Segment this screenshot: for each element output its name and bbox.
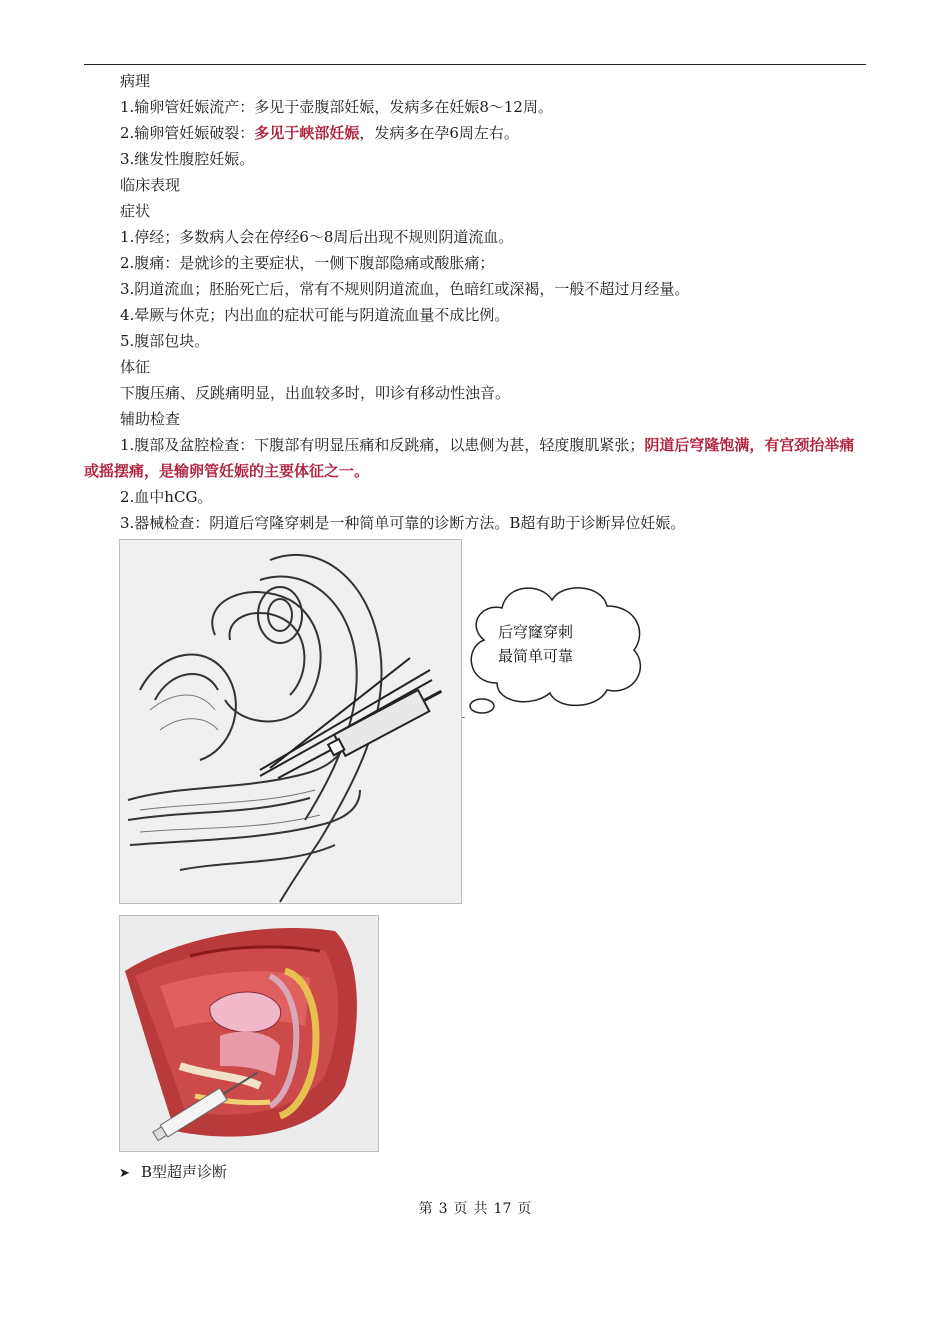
document-body <box>84 68 866 536</box>
clinical-heading: 临床表现 <box>120 176 181 194</box>
footer-word: 共 <box>473 1201 488 1217</box>
pelvic-anatomy-illustration <box>119 915 379 1152</box>
symptoms-heading: 症状 <box>120 202 151 220</box>
bubble-caption <box>498 620 618 668</box>
aux-heading: 辅助检查 <box>120 410 181 428</box>
culdocentesis-illustration <box>119 539 462 904</box>
pathology-item-2-prefix: 2.输卵管妊娠破裂： <box>120 124 255 142</box>
header-rule <box>84 64 866 65</box>
aux-item-1-highlight: 阴道后穹隆饱满，有宫颈抬举痛或摇摆痛，是输卵管妊娠的主要体征之一。 <box>84 436 855 480</box>
signs-heading: 体征 <box>120 358 151 376</box>
page-number: 3 <box>438 1201 448 1217</box>
pathology-item-2-highlight: 多见于峡部妊娠 <box>254 124 360 142</box>
total-pages: 17 <box>493 1201 512 1217</box>
symptom-item: 3.阴道流血；胚胎死亡后，常有不规则阴道流血，色暗红或深褐，一般不超过月经量。 <box>120 280 690 298</box>
pathology-item-2 <box>84 120 866 146</box>
pathology-item-1: 1.输卵管妊娠流产：多见于壶腹部妊娠，发病多在妊娠8～12周。 <box>120 98 553 116</box>
aux-item-1-prefix: 1.腹部及盆腔检查：下腹部有明显压痛和反跳痛，以患侧为甚，轻度腹肌紧张； <box>120 436 645 454</box>
symptom-item: 2.腹痛：是就诊的主要症状，一侧下腹部隐痛或酸胀痛； <box>120 254 495 272</box>
aux-item-1 <box>84 432 866 484</box>
pathology-item-2-suffix: ，发病多在孕6周左右。 <box>359 124 519 142</box>
footer-word: 页 <box>453 1201 468 1217</box>
symptom-item: 5.腹部包块。 <box>120 332 210 350</box>
aux-item-2: 2.血中hCG。 <box>120 488 213 506</box>
pathology-item-3: 3.继发性腹腔妊娠。 <box>120 150 255 168</box>
signs-text: 下腹压痛、反跳痛明显，出血较多时，叩诊有移动性浊音。 <box>120 384 511 402</box>
bullet-text: B型超声诊断 <box>141 1163 228 1181</box>
symptom-item: 1.停经；多数病人会在停经6～8周后出现不规则阴道流血。 <box>120 228 514 246</box>
aux-item-3: 3.器械检查：阴道后穹隆穿刺是一种简单可靠的诊断方法。B超有助于诊断异位妊娠。 <box>120 514 686 532</box>
bubble-line-1: 后穹窿穿刺 <box>498 623 574 641</box>
pathology-heading: 病理 <box>120 72 151 90</box>
bubble-line-2: 最简单可靠 <box>498 647 574 665</box>
symptom-item: 4.晕厥与休克；内出血的症状可能与阴道流血量不成比例。 <box>120 306 510 324</box>
bullet-item <box>119 1160 227 1186</box>
page-footer <box>0 1198 950 1218</box>
footer-word: 页 <box>517 1201 532 1217</box>
arrow-bullet-icon: ➤ <box>119 1166 130 1181</box>
footer-word: 第 <box>418 1201 433 1217</box>
